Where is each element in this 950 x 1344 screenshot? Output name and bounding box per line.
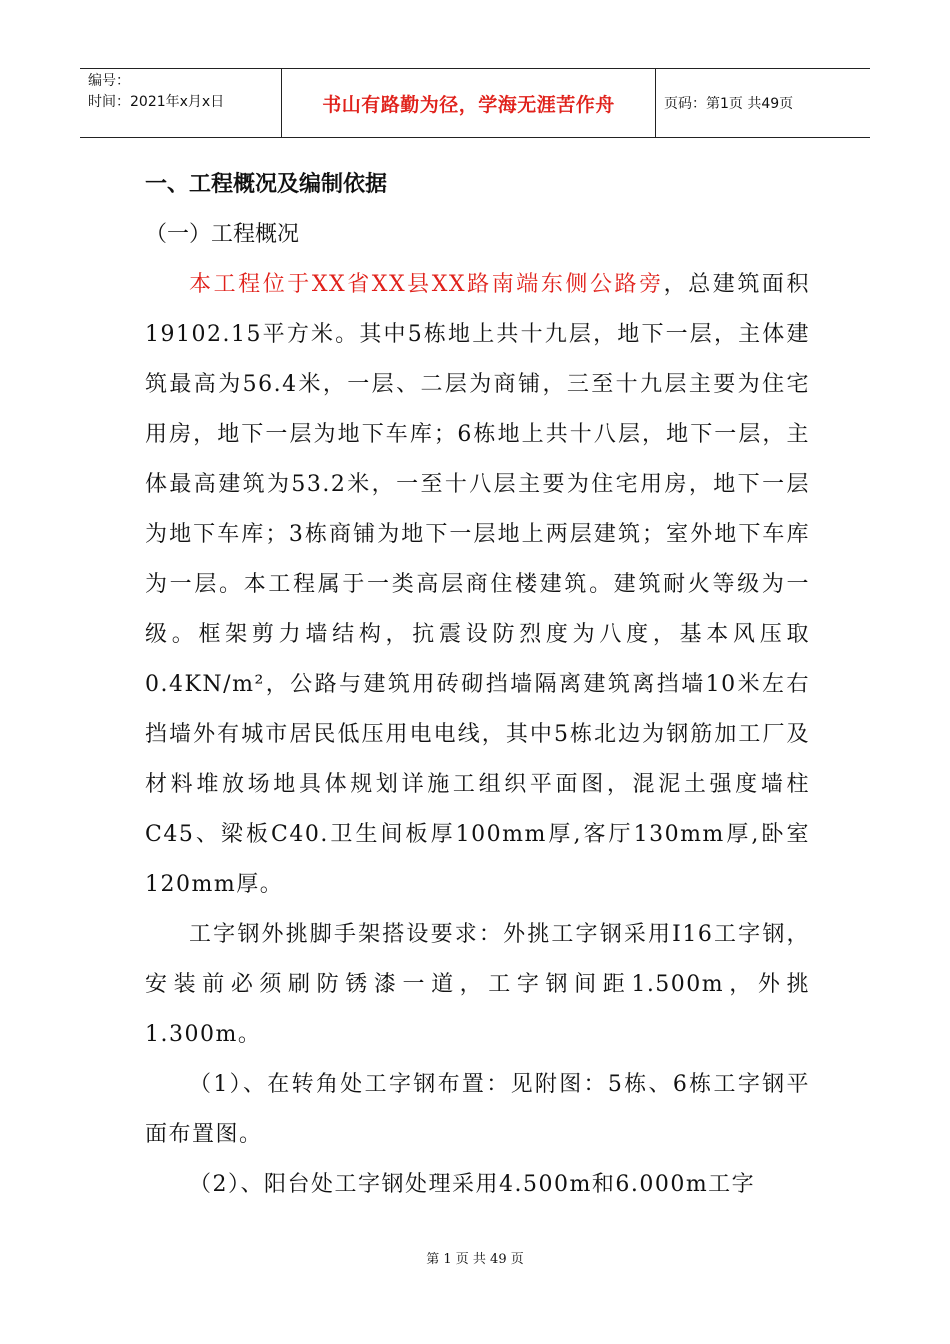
motto-cell [282, 69, 656, 137]
page-info-cell [656, 69, 870, 137]
project-location-text: 本工程位于XX省XX县XX路南端东侧公路旁 [189, 272, 664, 297]
footer-page-number: 第 1 页 共 49 页 [426, 1252, 524, 1267]
paragraph-balcony-treatment: （2）、阳台处工字钢处理采用4.500m和6.000m工字 [189, 1172, 756, 1197]
number-label: 编号： [88, 73, 130, 89]
header-table [80, 68, 870, 138]
paragraph-project-overview [145, 260, 810, 910]
page-info-text: 页码：第1页 共49页 [664, 96, 794, 112]
header-meta-cell [80, 69, 282, 137]
paragraph-corner-layout: （1）、在转角处工字钢布置：见附图：5栋、6栋工字钢平面布置图。 [145, 1072, 810, 1147]
document-body [145, 160, 810, 1210]
project-overview-text: ，总建筑面积19102.15平方米。其中5栋地上共十九层，地下一层，主体建筑最高为56.4米，一层、二层为商铺，三至十九层主要为住宅用房，地下一层为地下车库；6栋地上共十八层，地下一层，主体最高建筑为53.2米，一至十八层主要为住宅用房，地下一层为地下车库；3栋商铺为地下一层地上两层建筑；室外地下车库为一层。本工程属于一类高层商住楼建筑。建筑耐火等级为一级。框架剪力墙结构，抗震设防烈度为八度，基本风压取0.4KN/m²，公路与建筑用砖砌挡墙隔离建筑离挡墙10米左右挡墙外有城市居民低压用电电线，其中5栋北边为钢筋加工厂及材料堆放场地具体规划详施工组织平面图，混泥土强度墙柱C45、梁板C40.卫生间板厚100mm厚,客厅130mm厚,卧室120mm厚。 [145, 272, 810, 897]
page-footer [0, 1248, 950, 1267]
time-label: 时间：2021年x月x日 [88, 94, 225, 110]
section-title: 一、工程概况及编制依据 [145, 172, 388, 197]
paragraph-scaffold-requirements: 工字钢外挑脚手架搭设要求：外挑工字钢采用I16工字钢，安装前必须刷防锈漆一道，工字钢间距1.500m，外挑1.300m。 [145, 922, 810, 1047]
subsection-title: （一）工程概况 [145, 222, 300, 247]
motto-text: 书山有路勤为径，学海无涯苦作舟 [322, 93, 615, 116]
